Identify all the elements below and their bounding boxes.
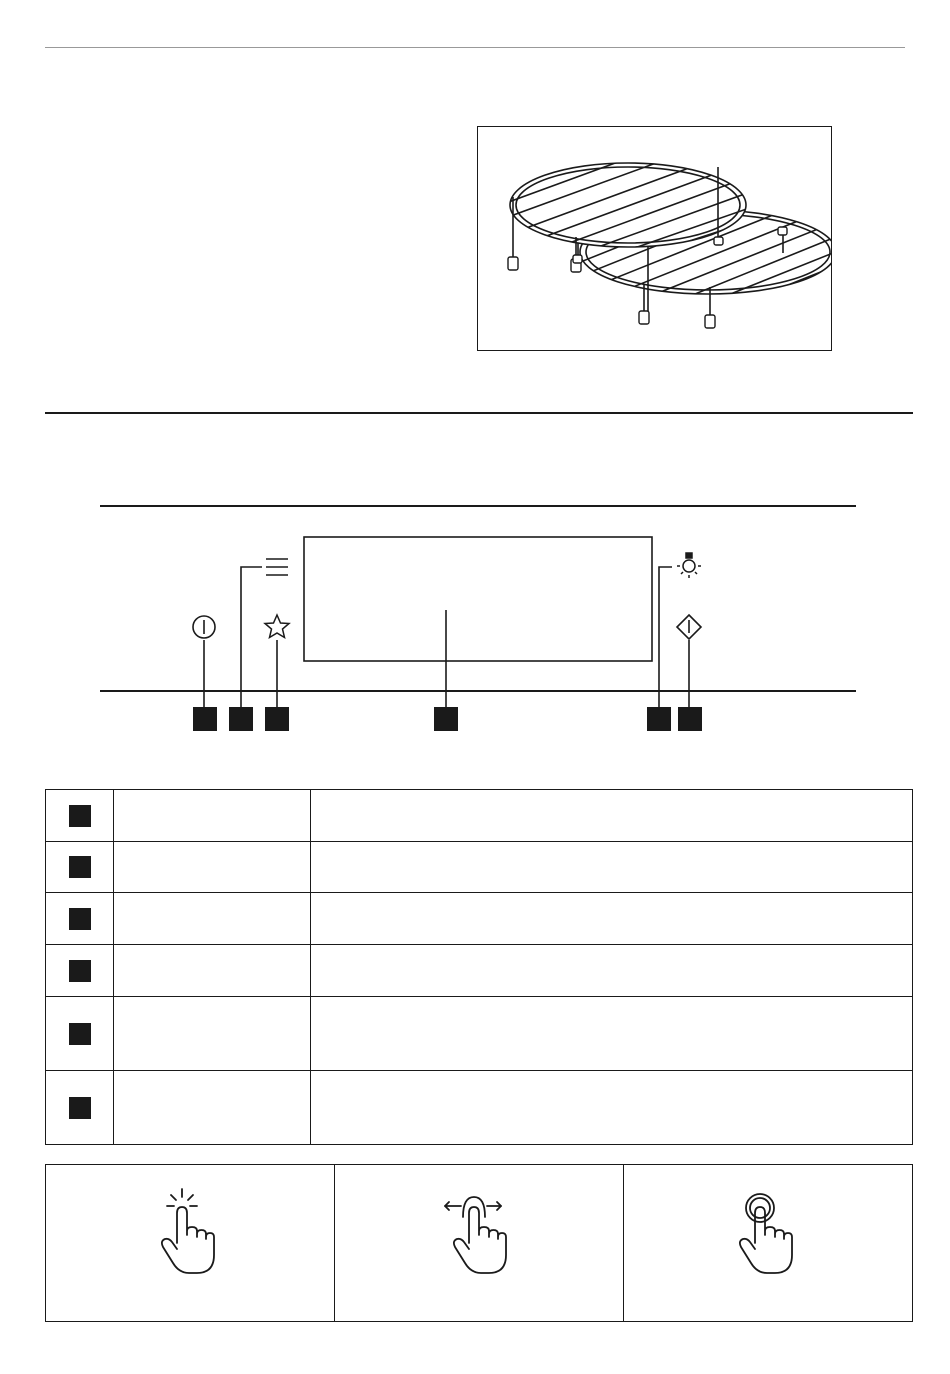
- table-row: [46, 842, 913, 893]
- row-label: [114, 1071, 311, 1145]
- gesture-cell-swipe: [335, 1165, 624, 1321]
- callout-marker: [265, 707, 289, 731]
- row-description: [311, 842, 913, 893]
- row-description: [311, 945, 913, 997]
- table-row: [46, 1071, 913, 1145]
- callout-marker: [434, 707, 458, 731]
- swipe-gesture-icon: [439, 1183, 519, 1278]
- row-marker: [69, 805, 91, 827]
- gesture-cell-long-press: [624, 1165, 912, 1321]
- row-label: [114, 790, 311, 842]
- table-row: [46, 945, 913, 997]
- table-row: [46, 893, 913, 945]
- row-description: [311, 790, 913, 842]
- row-marker: [69, 856, 91, 878]
- row-description: [311, 1071, 913, 1145]
- row-marker: [69, 1023, 91, 1045]
- lamp-icon: [677, 553, 701, 578]
- long-press-gesture-icon: [733, 1183, 803, 1278]
- gesture-cell-tap: [46, 1165, 335, 1321]
- table-row: [46, 997, 913, 1071]
- display: [304, 537, 652, 661]
- menu-icon: [266, 559, 288, 575]
- wire-rack-icon: [478, 127, 831, 350]
- legend-table: [45, 789, 913, 1145]
- favourite-star-icon: [265, 615, 289, 638]
- tap-gesture-icon: [155, 1183, 225, 1278]
- section-rule: [45, 412, 913, 414]
- row-label: [114, 945, 311, 997]
- row-marker: [69, 908, 91, 930]
- top-rule: [45, 47, 905, 48]
- callout-marker: [678, 707, 702, 731]
- row-label: [114, 893, 311, 945]
- callout-marker: [647, 707, 671, 731]
- rack-illustration: [477, 126, 832, 351]
- start-stop-icon: [677, 615, 701, 639]
- callout-marker: [229, 707, 253, 731]
- row-description: [311, 997, 913, 1071]
- callout-marker: [193, 707, 217, 731]
- row-description: [311, 893, 913, 945]
- table-row: [46, 790, 913, 842]
- gesture-panel: [45, 1164, 913, 1322]
- row-marker: [69, 960, 91, 982]
- power-icon: [193, 616, 215, 638]
- row-label: [114, 997, 311, 1071]
- control-panel-diagram: [0, 490, 950, 740]
- row-label: [114, 842, 311, 893]
- row-marker: [69, 1097, 91, 1119]
